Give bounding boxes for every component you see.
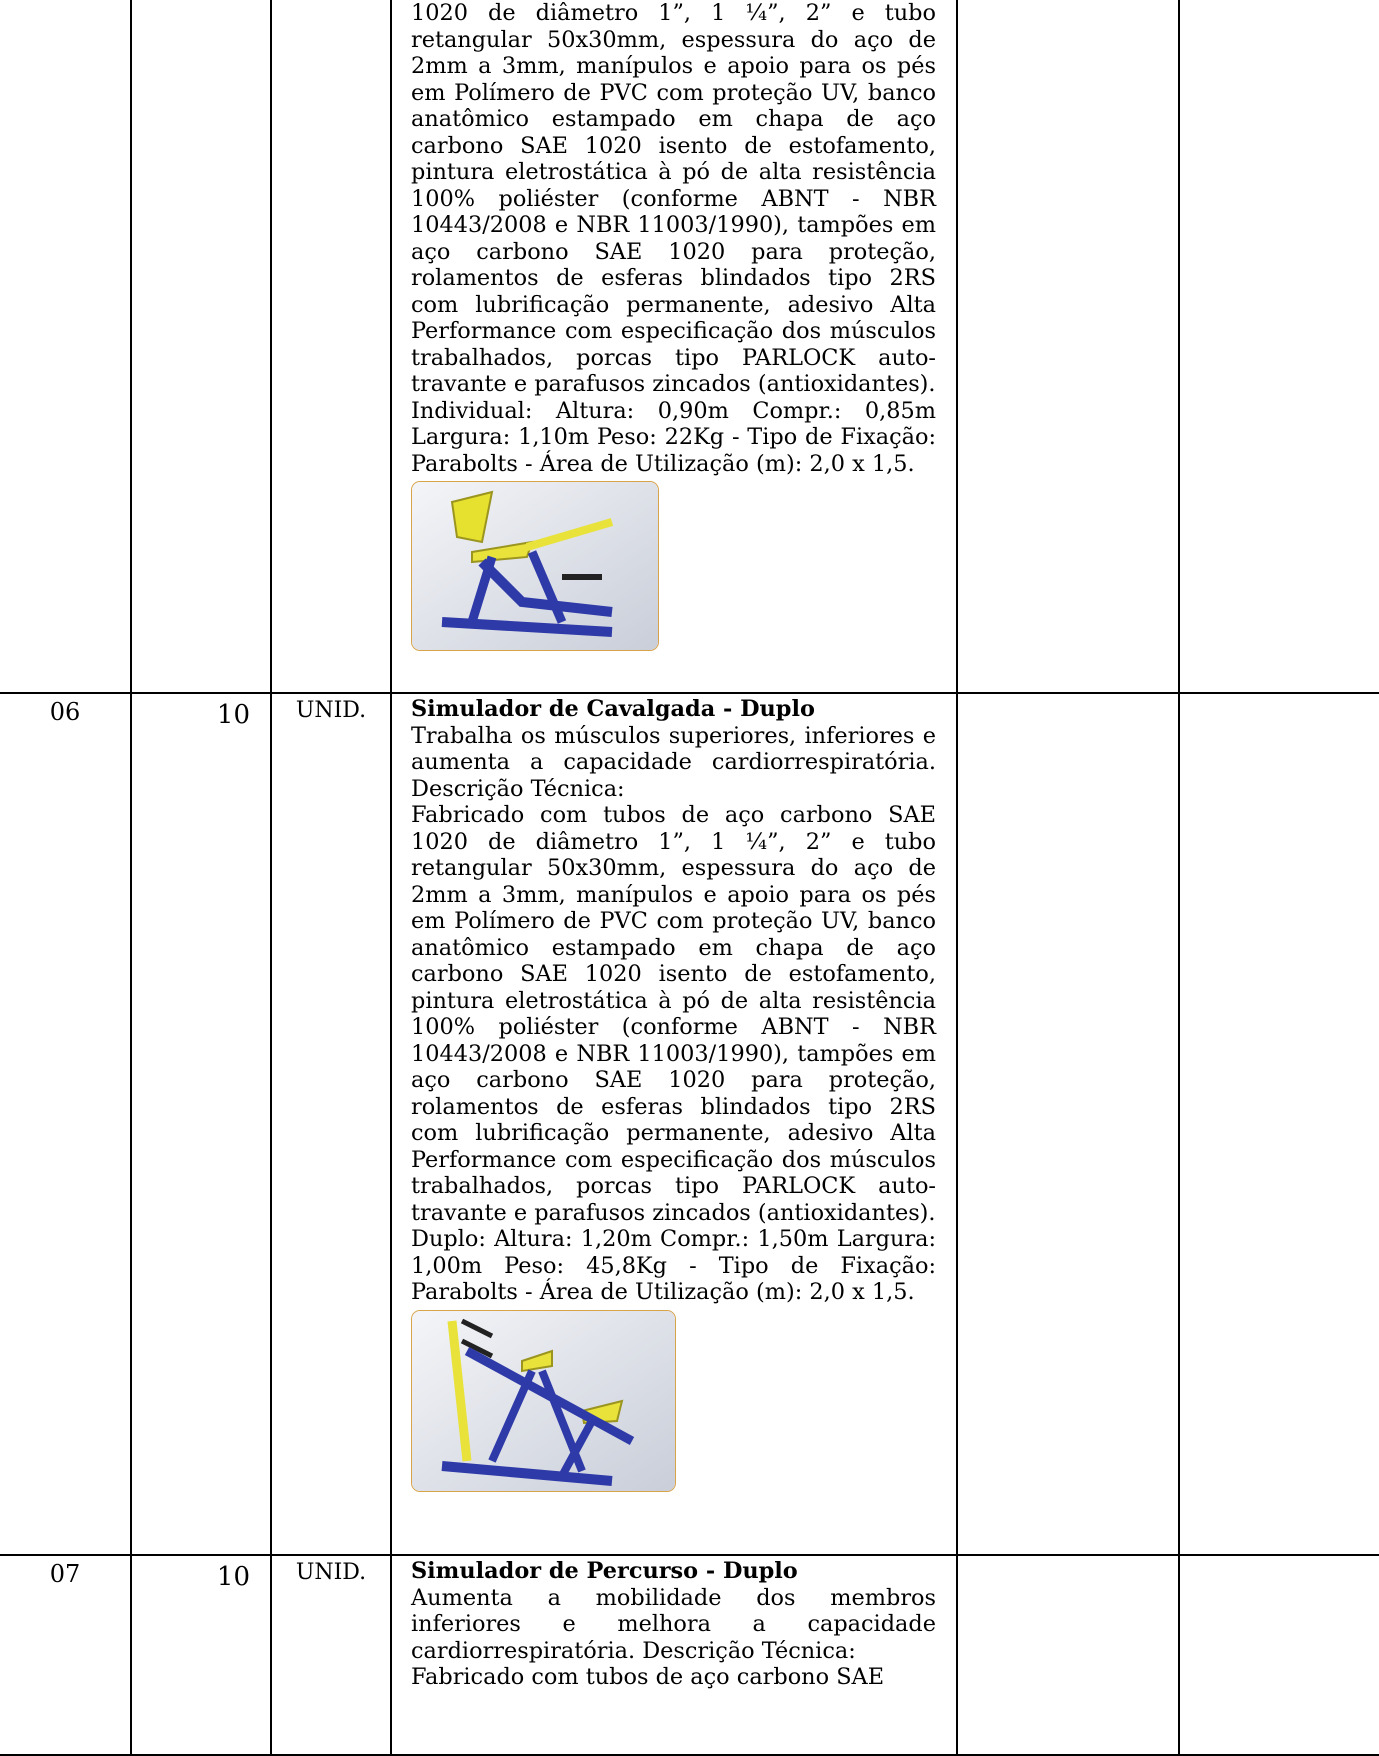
unit-price-cell [957, 693, 1179, 1555]
description-text: Aumenta a mobilidade dos membros inferiores e melhora a capacidade cardiorrespiratória. Descrição Técnica: [411, 1584, 936, 1664]
product-title: Simulador de Cavalgada - Duplo [411, 696, 815, 722]
quantity-cell: 10 [131, 1555, 271, 1755]
dimensions-text: Duplo: Altura: 1,20m Compr.: 1,50m Largura: 1,00m Peso: 45,8Kg - Tipo de Fixação: Parabolts - Área de Utilização (m): 2,0 x 1,5. [411, 1226, 936, 1305]
table-row [0, 693, 1379, 1555]
description-cell [391, 0, 957, 693]
product-title: Simulador de Percurso - Duplo [411, 1558, 798, 1584]
description-text: Fabricado com tubos de aço carbono SAE [411, 1664, 885, 1690]
unit-price-cell [957, 1555, 1179, 1755]
description-cell [391, 693, 957, 1555]
total-price-cell [1179, 1555, 1379, 1755]
product-photo-rowing [411, 481, 659, 651]
dimensions-text: Individual: Altura: 0,90m Compr.: 0,85m Largura: 1,10m Peso: 22Kg - Tipo de Fixação: Parabolts - Área de Utilização (m): 2,0 x 1,5. [411, 397, 936, 477]
unit-cell [271, 0, 391, 693]
table-row [0, 1555, 1379, 1755]
description-text: 1020 de diâmetro 1”, 1 ¼”, 2” e tubo retangular 50x30mm, espessura do aço de 2mm a 3mm, manípulos e apoio para os pés em Polímero de PVC com proteção UV, banco anatômico estampado em chapa de aço carbono SAE 1020 isento de estofamento, pintura eletrostática à pó de alta resistência 100% poliéster (conforme ABNT - NBR 10443/2008 e NBR 11003/1990), tampões em aço carbono SAE 1020 para proteção, rolamentos de esferas blindados tipo 2RS com lubrificação permanente, adesivo Alta Performance com especificação dos músculos trabalhados, porcas tipo PARLOCK auto-travante e parafusos zincados (antioxidantes). [411, 0, 936, 397]
item-number-cell [0, 0, 131, 693]
product-photo-riding [411, 1310, 676, 1492]
description-cell [391, 1555, 957, 1755]
table-row [0, 0, 1379, 693]
description-text: Trabalha os músculos superiores, inferiores e aumenta a capacidade cardiorrespiratória. Descrição Técnica: [411, 722, 936, 802]
description-text: Fabricado com tubos de aço carbono SAE 1020 de diâmetro 1”, 1 ¼”, 2” e tubo retangular 50x30mm, espessura do aço de 2mm a 3mm, manípulos e apoio para os pés em Polímero de PVC com proteção UV, banco anatômico estampado em chapa de aço carbono SAE 1020 isento de estofamento, pintura eletrostática à pó de alta resistência 100% poliéster (conforme ABNT - NBR 10443/2008 e NBR 11003/1990), tampões em aço carbono SAE 1020 para proteção, rolamentos de esferas blindados tipo 2RS com lubrificação permanente, adesivo Alta Performance com especificação dos músculos trabalhados, porcas tipo PARLOCK auto-travante e parafusos zincados (antioxidantes). [411, 802, 936, 1226]
total-price-cell [1179, 0, 1379, 693]
total-price-cell [1179, 693, 1379, 1555]
item-number-cell: 07 [0, 1555, 131, 1755]
unit-cell: UNID. [271, 693, 391, 1555]
unit-cell: UNID. [271, 1555, 391, 1755]
item-number-cell: 06 [0, 693, 131, 1555]
quantity-cell [131, 0, 271, 693]
unit-price-cell [957, 0, 1179, 693]
quantity-cell: 10 [131, 693, 271, 1555]
